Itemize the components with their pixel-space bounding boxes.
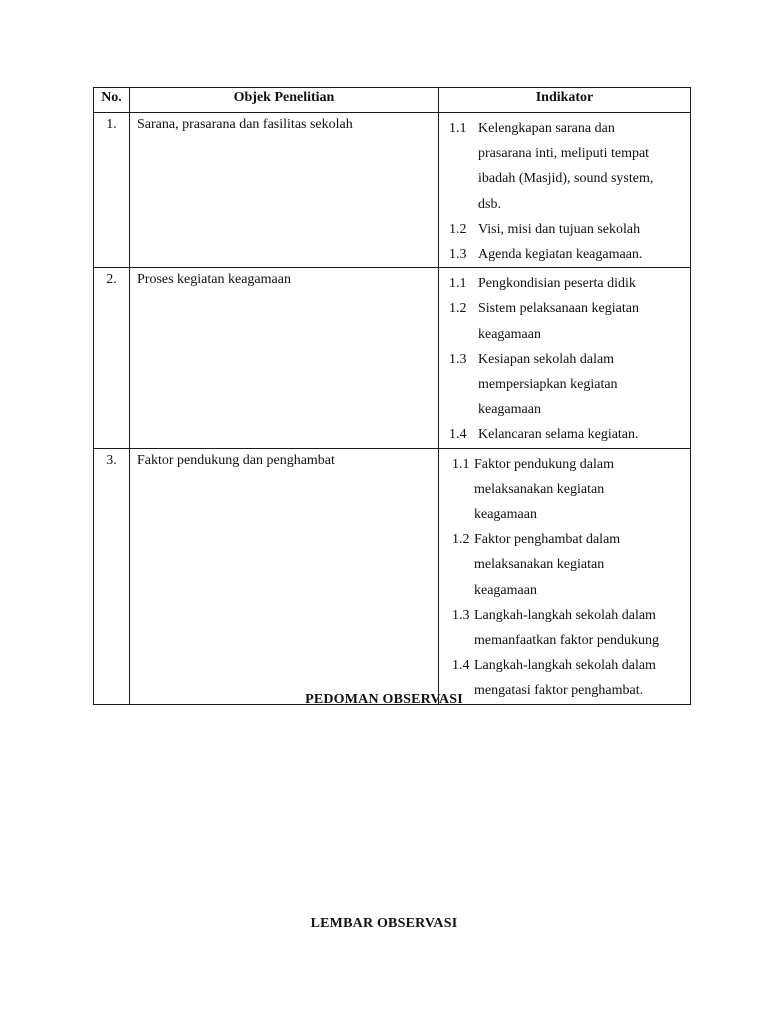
indicator-line: keagamaan [478, 326, 541, 342]
indicator-number: 1.1 [452, 456, 470, 472]
indicator-line: melaksanakan kegiatan [474, 557, 605, 573]
row-number: 2. [94, 268, 130, 448]
indicator-text [478, 296, 686, 346]
indicator-item [439, 452, 686, 528]
indicator-number: 1.2 [449, 221, 467, 237]
indicator-line: keagamaan [478, 402, 541, 418]
heading-pedoman-observasi: PEDOMAN OBSERVASI [305, 692, 463, 707]
indicator-line: Kesiapan sekolah dalam [478, 351, 615, 367]
table-row [94, 268, 691, 448]
indicator-number: 1.3 [449, 351, 467, 367]
indicator-number: 1.3 [452, 607, 470, 623]
indicator-line: mempersiapkan kegiatan [478, 377, 618, 393]
heading-lembar-observasi: LEMBAR OBSERVASI [310, 916, 458, 931]
indicator-line: melaksanakan kegiatan [474, 481, 605, 497]
indicator-item [439, 242, 686, 267]
indicator-number: 1.2 [452, 532, 470, 548]
row-number: 1. [94, 113, 130, 268]
indicator-number: 1.3 [449, 247, 467, 263]
indicator-text [474, 603, 686, 653]
indicator-line: keagamaan [474, 582, 537, 598]
table-row [94, 448, 691, 704]
indicator-line: keagamaan [474, 507, 537, 523]
indicator-item [439, 603, 686, 653]
indicator-list [439, 268, 691, 448]
indicator-item [439, 422, 686, 447]
row-number: 3. [94, 448, 130, 704]
table-header [94, 88, 691, 113]
indicator-text [478, 271, 686, 296]
indicator-number: 1.1 [449, 121, 467, 136]
indicator-text [474, 452, 686, 528]
indicator-line: ibadah (Masjid), sound system, [478, 171, 654, 187]
indicator-list [439, 113, 691, 268]
header-indicator: Indikator [439, 88, 691, 113]
indicator-text [478, 242, 686, 267]
indicator-number: 1.4 [452, 658, 470, 674]
indicator-line: Visi, misi dan tujuan sekolah [478, 221, 641, 237]
indicator-item [439, 347, 686, 423]
indicator-text [478, 116, 686, 217]
indicator-number: 1.2 [449, 301, 467, 317]
indicator-line: Langkah-langkah sekolah dalam [474, 607, 656, 623]
indicator-line: prasarana inti, meliputi tempat [478, 146, 650, 162]
indicator-number: 1.4 [449, 427, 467, 443]
indicator-line: Pengkondisian peserta didik [478, 276, 636, 292]
indicator-line: Faktor pendukung dalam [474, 456, 614, 472]
indicator-item [439, 527, 686, 603]
indicator-item [439, 271, 686, 296]
indicator-line: mengatasi faktor penghambat. [474, 683, 644, 699]
indicator-line: Sistem pelaksanaan kegiatan [478, 301, 639, 317]
table-body [94, 113, 691, 705]
indicator-line: Kelengkapan sarana dan [478, 121, 615, 136]
indicator-list [439, 448, 691, 704]
indicator-text [478, 422, 686, 447]
indicator-line: Kelancaran selama kegiatan. [478, 427, 639, 443]
indicator-line: memanfaatkan faktor pendukung [474, 633, 660, 649]
indicator-number: 1.1 [449, 276, 467, 292]
research-object: Sarana, prasarana dan fasilitas sekolah [130, 113, 439, 268]
observation-table [93, 87, 691, 705]
header-row [94, 88, 691, 113]
indicator-line: Faktor penghambat dalam [474, 532, 621, 548]
indicator-line: dsb. [478, 196, 501, 212]
table-row [94, 113, 691, 268]
indicator-item [439, 116, 686, 217]
indicator-line: Agenda kegiatan keagamaan. [478, 247, 643, 263]
header-object: Objek Penelitian [130, 88, 439, 113]
indicator-item [439, 296, 686, 346]
header-no: No. [94, 88, 130, 113]
indicator-line: Langkah-langkah sekolah dalam [474, 658, 656, 674]
research-object: Faktor pendukung dan penghambat [130, 448, 439, 704]
indicator-text [478, 217, 686, 242]
indicator-text [478, 347, 686, 423]
indicator-text [474, 527, 686, 603]
indicator-item [439, 217, 686, 242]
research-object: Proses kegiatan keagamaan [130, 268, 439, 448]
